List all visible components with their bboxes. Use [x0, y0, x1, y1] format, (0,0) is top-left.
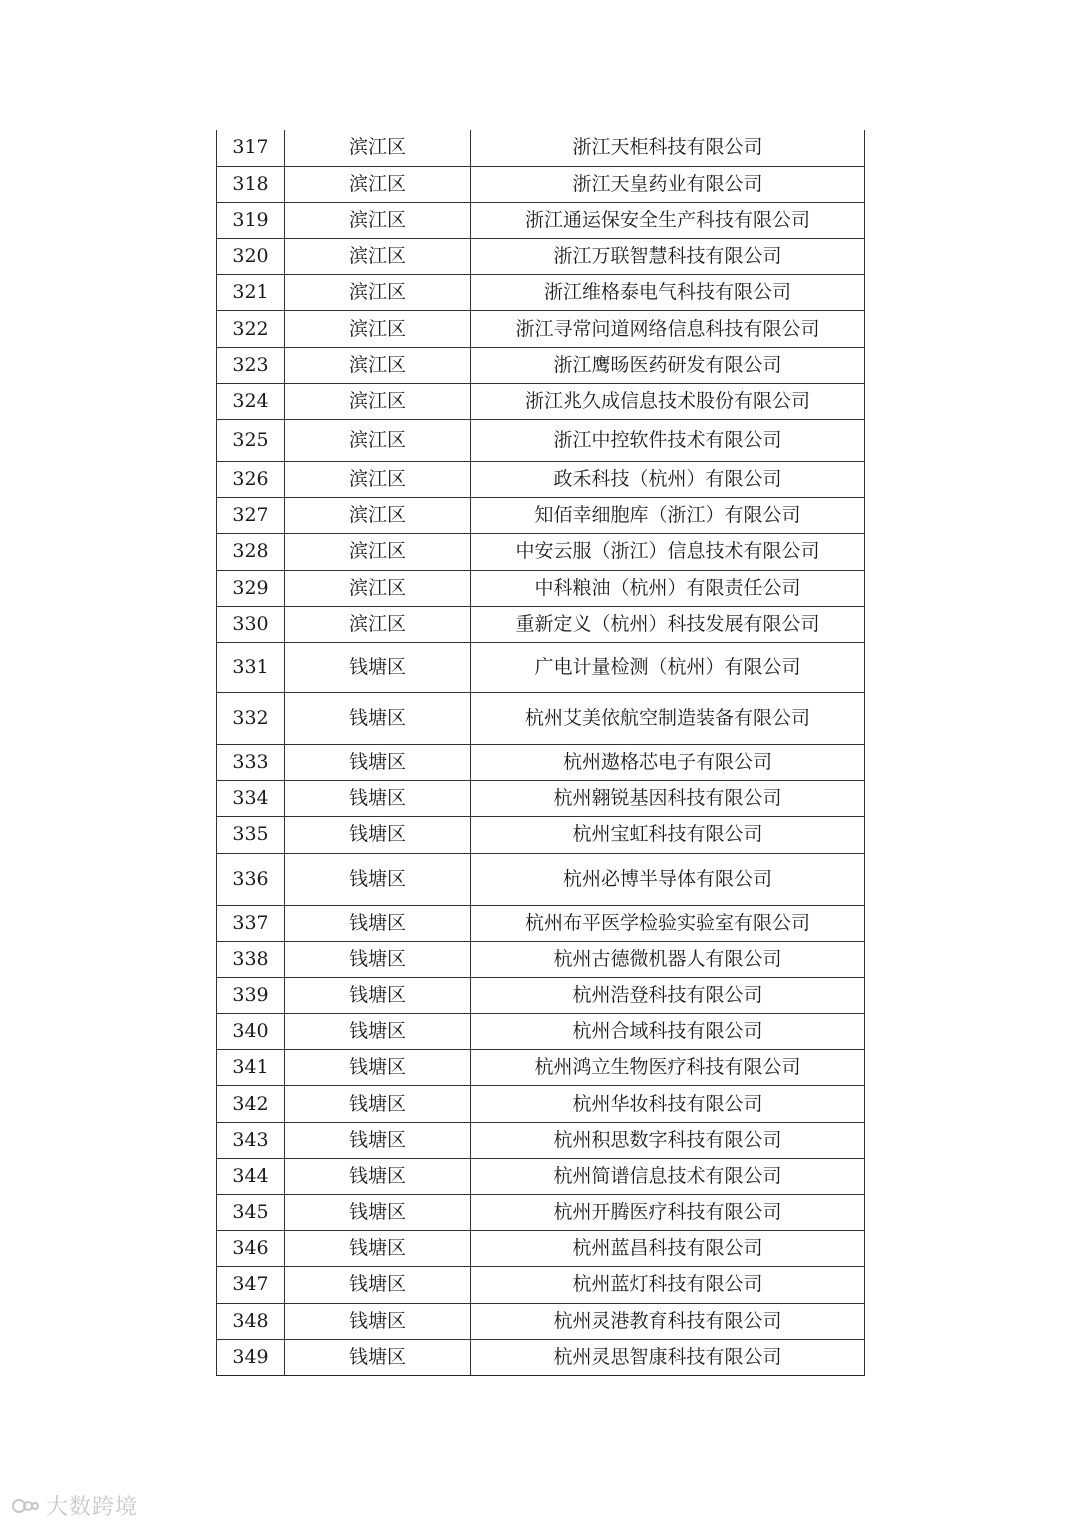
table-row [217, 1231, 865, 1267]
district-cell: 钱塘区 [285, 1303, 471, 1339]
row-number-cell: 328 [217, 534, 285, 570]
row-number-cell: 321 [217, 275, 285, 311]
company-name-cell: 杭州华妆科技有限公司 [471, 1086, 865, 1122]
company-name-cell: 杭州蓝昌科技有限公司 [471, 1231, 865, 1267]
company-name-cell: 杭州艾美依航空制造装备有限公司 [471, 692, 865, 744]
district-cell: 钱塘区 [285, 977, 471, 1013]
district-cell: 滨江区 [285, 462, 471, 498]
table-row [217, 744, 865, 780]
district-cell: 钱塘区 [285, 781, 471, 817]
row-number-cell: 329 [217, 570, 285, 606]
company-name-cell: 浙江中控软件技术有限公司 [471, 420, 865, 462]
district-cell: 滨江区 [285, 239, 471, 275]
company-name-cell: 杭州翱锐基因科技有限公司 [471, 781, 865, 817]
table-row [217, 606, 865, 642]
district-cell: 滨江区 [285, 166, 471, 202]
company-name-cell: 浙江天皇药业有限公司 [471, 166, 865, 202]
row-number-cell: 333 [217, 744, 285, 780]
table-row [217, 977, 865, 1013]
row-number-cell: 324 [217, 383, 285, 419]
table-row [217, 130, 865, 166]
watermark-text: 大数跨境 [46, 1494, 139, 1520]
table-row [217, 311, 865, 347]
company-name-cell: 广电计量检测（杭州）有限公司 [471, 642, 865, 692]
company-name-cell: 杭州古德微机器人有限公司 [471, 941, 865, 977]
table-row [217, 1195, 865, 1231]
company-name-cell: 浙江通运保安全生产科技有限公司 [471, 202, 865, 238]
company-name-cell: 杭州合域科技有限公司 [471, 1014, 865, 1050]
row-number-cell: 331 [217, 642, 285, 692]
company-name-cell: 中科粮油（杭州）有限责任公司 [471, 570, 865, 606]
company-name-cell: 杭州灵港教育科技有限公司 [471, 1303, 865, 1339]
row-number-cell: 335 [217, 817, 285, 853]
table-row [217, 166, 865, 202]
district-cell: 滨江区 [285, 275, 471, 311]
table-row [217, 239, 865, 275]
row-number-cell: 340 [217, 1014, 285, 1050]
district-cell: 滨江区 [285, 420, 471, 462]
table-row [217, 383, 865, 419]
table-row [217, 1086, 865, 1122]
row-number-cell: 341 [217, 1050, 285, 1086]
company-name-cell: 杭州开腾医疗科技有限公司 [471, 1195, 865, 1231]
row-number-cell: 318 [217, 166, 285, 202]
table-row [217, 534, 865, 570]
district-cell: 滨江区 [285, 347, 471, 383]
table-row [217, 1339, 865, 1375]
district-cell: 滨江区 [285, 202, 471, 238]
row-number-cell: 345 [217, 1195, 285, 1231]
company-name-cell: 政禾科技（杭州）有限公司 [471, 462, 865, 498]
table-row [217, 1014, 865, 1050]
row-number-cell: 330 [217, 606, 285, 642]
row-number-cell: 338 [217, 941, 285, 977]
row-number-cell: 322 [217, 311, 285, 347]
row-number-cell: 348 [217, 1303, 285, 1339]
company-name-cell: 杭州布平医学检验实验室有限公司 [471, 905, 865, 941]
district-cell: 滨江区 [285, 311, 471, 347]
company-name-cell: 杭州必博半导体有限公司 [471, 853, 865, 905]
district-cell: 钱塘区 [285, 1122, 471, 1158]
district-cell: 钱塘区 [285, 744, 471, 780]
company-name-cell: 杭州遨格芯电子有限公司 [471, 744, 865, 780]
row-number-cell: 332 [217, 692, 285, 744]
company-name-cell: 浙江维格泰电气科技有限公司 [471, 275, 865, 311]
watermark [12, 1490, 138, 1520]
district-cell: 滨江区 [285, 606, 471, 642]
table-row [217, 347, 865, 383]
district-cell: 钱塘区 [285, 1158, 471, 1194]
table-row [217, 781, 865, 817]
district-cell: 钱塘区 [285, 1267, 471, 1303]
table-row [217, 420, 865, 462]
company-name-cell: 浙江万联智慧科技有限公司 [471, 239, 865, 275]
company-name-cell: 浙江兆久成信息技术股份有限公司 [471, 383, 865, 419]
district-cell: 钱塘区 [285, 1231, 471, 1267]
table-row [217, 570, 865, 606]
table-row [217, 1303, 865, 1339]
table-row [217, 498, 865, 534]
row-number-cell: 349 [217, 1339, 285, 1375]
row-number-cell: 336 [217, 853, 285, 905]
company-name-cell: 浙江天柜科技有限公司 [471, 130, 865, 166]
company-name-cell: 杭州灵思智康科技有限公司 [471, 1339, 865, 1375]
district-cell: 滨江区 [285, 130, 471, 166]
company-name-cell: 中安云服（浙江）信息技术有限公司 [471, 534, 865, 570]
district-cell: 钱塘区 [285, 642, 471, 692]
table-row [217, 905, 865, 941]
row-number-cell: 319 [217, 202, 285, 238]
company-name-cell: 杭州积思数字科技有限公司 [471, 1122, 865, 1158]
row-number-cell: 346 [217, 1231, 285, 1267]
table-row [217, 817, 865, 853]
company-name-cell: 浙江寻常问道网络信息科技有限公司 [471, 311, 865, 347]
row-number-cell: 339 [217, 977, 285, 1013]
table-row [217, 692, 865, 744]
district-cell: 钱塘区 [285, 817, 471, 853]
district-cell: 滨江区 [285, 498, 471, 534]
table-body [217, 130, 865, 1375]
table-row [217, 202, 865, 238]
company-name-cell: 浙江鹰旸医药研发有限公司 [471, 347, 865, 383]
company-name-cell: 杭州蓝灯科技有限公司 [471, 1267, 865, 1303]
table-row [217, 275, 865, 311]
district-cell: 滨江区 [285, 534, 471, 570]
district-cell: 钱塘区 [285, 1086, 471, 1122]
company-name-cell: 杭州简谱信息技术有限公司 [471, 1158, 865, 1194]
company-name-cell: 杭州浩登科技有限公司 [471, 977, 865, 1013]
row-number-cell: 317 [217, 130, 285, 166]
row-number-cell: 326 [217, 462, 285, 498]
district-cell: 钱塘区 [285, 905, 471, 941]
row-number-cell: 323 [217, 347, 285, 383]
row-number-cell: 334 [217, 781, 285, 817]
table-row [217, 941, 865, 977]
district-cell: 钱塘区 [285, 853, 471, 905]
table-row [217, 1050, 865, 1086]
company-name-cell: 重新定义（杭州）科技发展有限公司 [471, 606, 865, 642]
district-cell: 钱塘区 [285, 1050, 471, 1086]
table-row [217, 853, 865, 905]
company-list-table [216, 130, 865, 1376]
row-number-cell: 327 [217, 498, 285, 534]
row-number-cell: 320 [217, 239, 285, 275]
district-cell: 钱塘区 [285, 941, 471, 977]
district-cell: 钱塘区 [285, 692, 471, 744]
row-number-cell: 325 [217, 420, 285, 462]
table-row [217, 462, 865, 498]
row-number-cell: 344 [217, 1158, 285, 1194]
district-cell: 滨江区 [285, 383, 471, 419]
district-cell: 滨江区 [285, 570, 471, 606]
row-number-cell: 342 [217, 1086, 285, 1122]
watermark-logo-icon [12, 1494, 40, 1516]
row-number-cell: 347 [217, 1267, 285, 1303]
table-row [217, 1158, 865, 1194]
table-row [217, 1122, 865, 1158]
row-number-cell: 343 [217, 1122, 285, 1158]
district-cell: 钱塘区 [285, 1195, 471, 1231]
company-name-cell: 杭州鸿立生物医疗科技有限公司 [471, 1050, 865, 1086]
district-cell: 钱塘区 [285, 1014, 471, 1050]
table-row [217, 642, 865, 692]
row-number-cell: 337 [217, 905, 285, 941]
company-name-cell: 知佰幸细胞库（浙江）有限公司 [471, 498, 865, 534]
district-cell: 钱塘区 [285, 1339, 471, 1375]
company-name-cell: 杭州宝虹科技有限公司 [471, 817, 865, 853]
table-row [217, 1267, 865, 1303]
